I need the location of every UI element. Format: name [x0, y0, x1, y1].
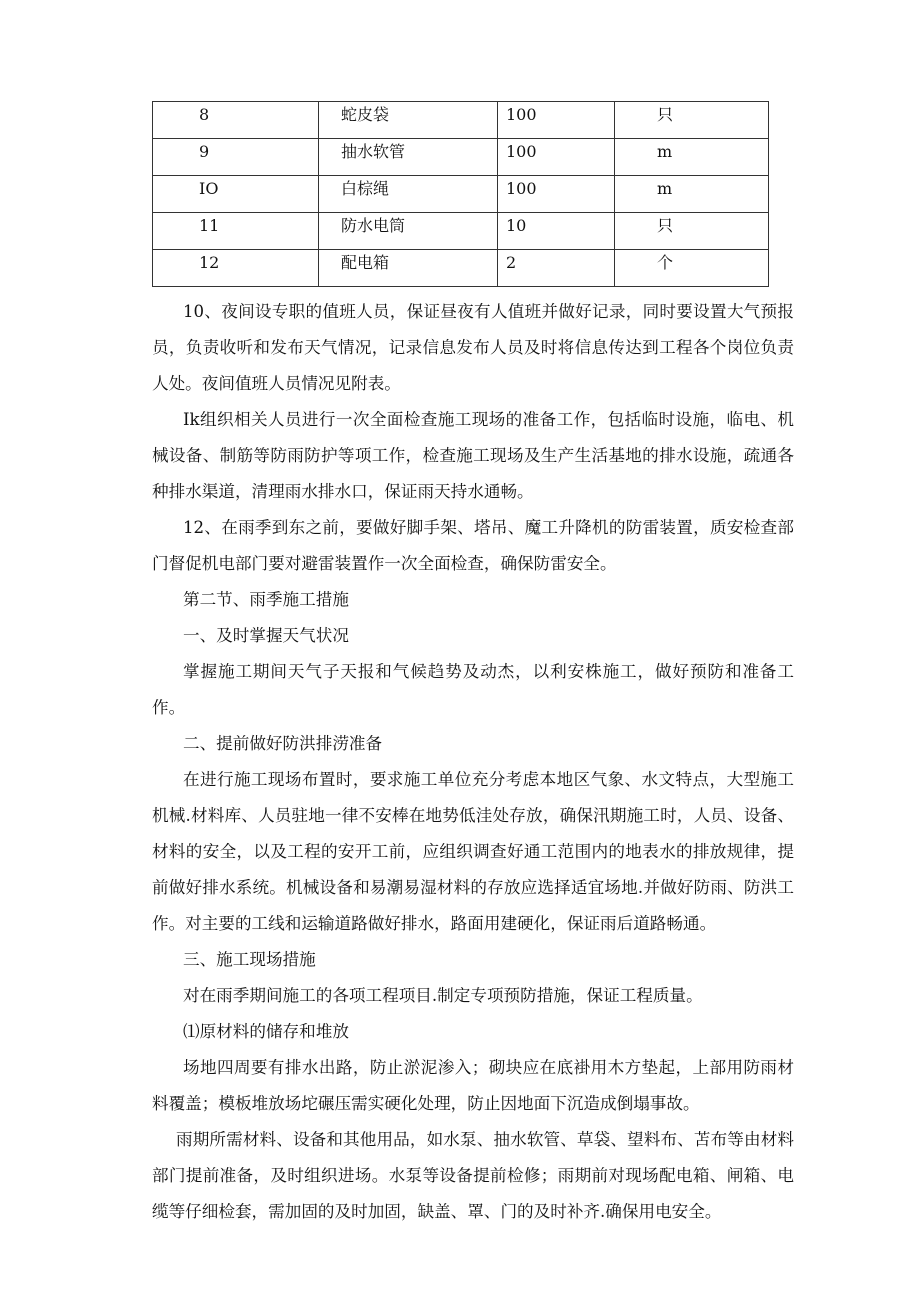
materials-table — [152, 101, 769, 287]
paragraph: 场地四周要有排水出路，防止淤泥渗入；砌块应在底褂用木方垫起，上部用防雨材料覆盖；模板堆放场坨碾压需实硬化处理，防止因地面下沉造成倒塌事故。 — [152, 1058, 794, 1113]
paragraph: 掌握施工期间天气子天报和气候趋势及动杰，以利安株施工，做好预防和准备工作。 — [152, 662, 794, 717]
paragraph: 在进行施工现场布置时，要求施工单位充分考虑本地区气象、水文特点，大型施工机械.材料库、人员驻地一律不安棒在地势低洼处存放，确保汛期施工时，人员、设备、材料的安全，以及工程的安开工前，应组织调查好通工范围内的地表水的排放规律，提前做好排水系统。机械设备和易潮易湿材料的存放应选择适宜场地.并做好防雨、防洪工作。对主要的工线和运输道路做好排水，路面用建硬化，保证雨后道路畅通。 — [152, 770, 794, 933]
cell-text: 防水电筒 — [341, 216, 406, 235]
table-cell — [498, 176, 615, 213]
cell-text: 9 — [199, 142, 210, 161]
cell-text: 100 — [506, 142, 537, 161]
paragraph-10: 10、夜间设专职的值班人员，保证昼夜有人值班并做好记录，同时要设置大气预报员，负责收听和发布天气情况，记录信息发布人员及时将信息传达到工程各个岗位负责人处。夜间值班人员情况见附表。 — [152, 302, 794, 393]
section-heading: 第二节、雨季施工措施 — [183, 590, 349, 609]
cell-text: 抽水软管 — [341, 142, 406, 161]
subheading-3: 三、施工现场措施 — [183, 950, 316, 969]
table-cell — [153, 213, 319, 250]
cell-text: 100 — [506, 179, 537, 198]
cell-text: IO — [199, 179, 219, 198]
table-cell — [615, 139, 769, 176]
cell-text: 个 — [657, 253, 674, 272]
table-cell — [615, 176, 769, 213]
table-row — [153, 213, 769, 250]
cell-text: 10 — [506, 216, 527, 235]
table-cell — [615, 102, 769, 139]
table-cell — [319, 176, 498, 213]
table-cell — [319, 102, 498, 139]
table-cell — [615, 250, 769, 287]
paragraph: 雨期所需材料、设备和其他用品，如水泵、抽水软管、草袋、望料布、苫布等由材料部门提前准备，及时组织进场。水泵等设备提前检修；雨期前对现场配电箱、闸箱、电缆等仔细检套，需加固的及时加固，缺盖、罩、门的及时补齐.确保用电安全。 — [152, 1130, 794, 1221]
paragraph-12: 12、在雨季到东之前，要做好脚手架、塔吊、魔工升降机的防雷装置，质安检查部门督促机电部门要对避雷装置作一次全面检查，确保防雷安全。 — [152, 518, 794, 573]
table-row — [153, 139, 769, 176]
subheading-2: 二、提前做好防洪排涝准备 — [183, 734, 383, 753]
cell-text: 白棕绳 — [341, 179, 390, 198]
table-cell — [498, 139, 615, 176]
cell-text: 11 — [199, 216, 220, 235]
table-cell — [498, 250, 615, 287]
cell-text: 8 — [199, 105, 210, 124]
table-row — [153, 250, 769, 287]
table-cell — [498, 213, 615, 250]
cell-text: 12 — [199, 253, 220, 272]
paragraph: 对在雨季期间施工的各项工程项目.制定专项预防措施，保证工程质量。 — [183, 986, 703, 1005]
cell-text: 配电箱 — [341, 253, 390, 272]
cell-text: 100 — [506, 105, 537, 124]
table-cell — [319, 139, 498, 176]
table-cell — [319, 250, 498, 287]
cell-text: 只 — [657, 105, 674, 124]
table-cell — [615, 213, 769, 250]
cell-text: 蛇皮袋 — [341, 105, 390, 124]
cell-text: m — [657, 179, 673, 198]
table-cell — [153, 102, 319, 139]
subheading-4: ⑴原材料的储存和堆放 — [183, 1022, 349, 1041]
cell-text: m — [657, 142, 673, 161]
document-body — [152, 294, 794, 1230]
table-cell — [319, 213, 498, 250]
paragraph-11: Ik组织相关人员进行一次全面检查施工现场的准备工作，包括临时设施，临电、机械设备、制筋等防雨防护等项工作，检查施工现场及生产生活基地的排水设施，疏通各种排水渠道，清理雨水排水口，保证雨天持水通畅。 — [152, 410, 794, 501]
cell-text: 2 — [506, 253, 517, 272]
table-cell — [498, 102, 615, 139]
cell-text: 只 — [657, 216, 674, 235]
table-row — [153, 102, 769, 139]
table-row — [153, 176, 769, 213]
table-cell — [153, 176, 319, 213]
table-cell — [153, 139, 319, 176]
subheading-1: 一、及时掌握天气状况 — [183, 626, 349, 645]
table-cell — [153, 250, 319, 287]
